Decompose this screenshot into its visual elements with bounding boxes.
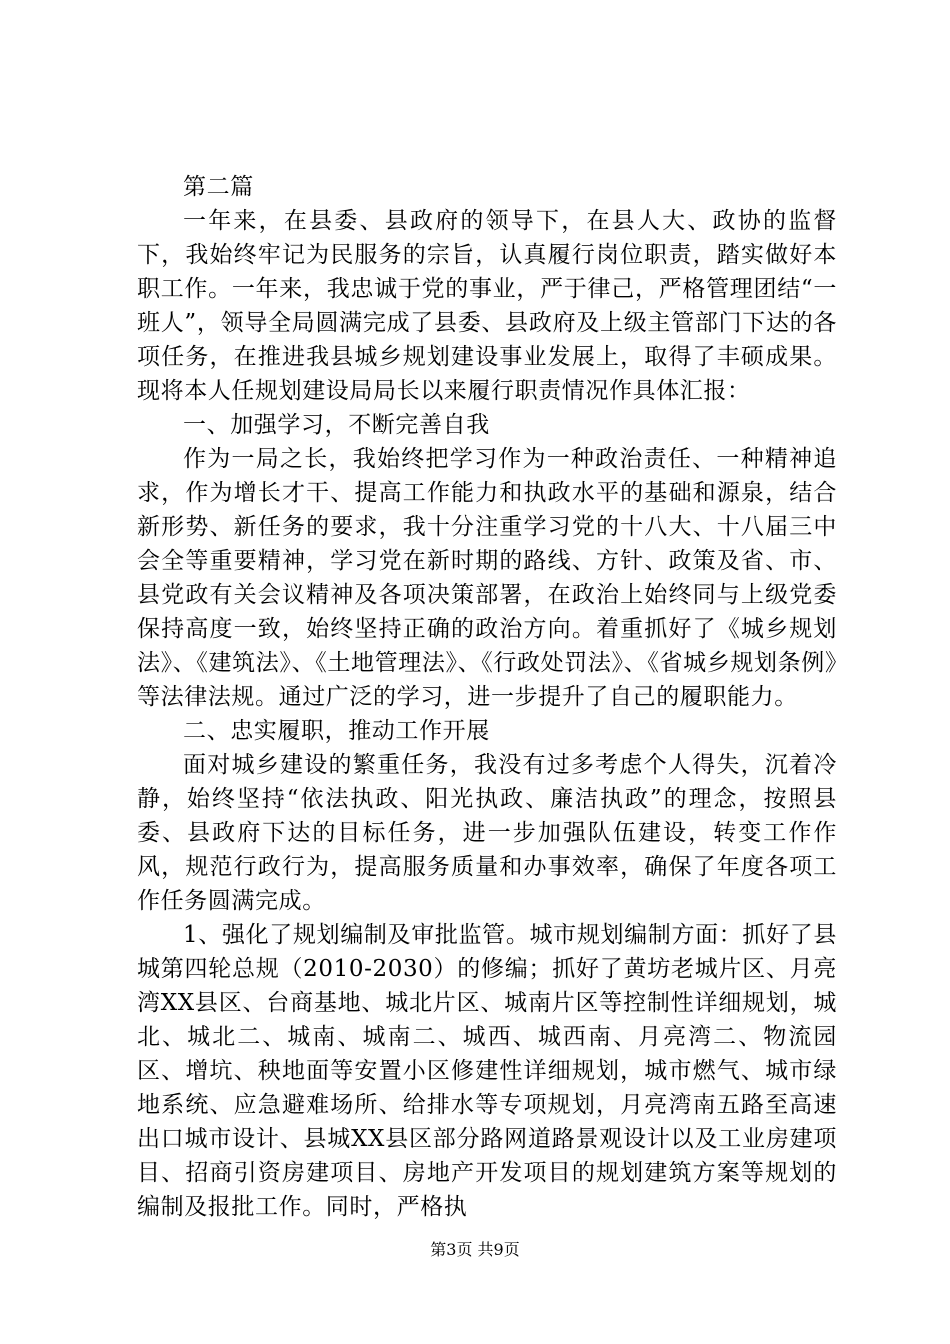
page-footer: 第3页 共9页 (430, 1240, 520, 1259)
paragraph-planning: 1、强化了规划编制及审批监管。城市规划编制方面：抓好了县城第四轮总规（2010-2030）的修编；抓好了黄坊老城片区、月亮湾XX县区、台商基地、城北片区、城南片区等控制性详细规划，城北、城北二、城南、城南二、城西、城西南、月亮湾二、物流园区、增坑、秧地面等安置小区修建性详细规划，城市燃气、城市绿地系统、应急避难场所、给排水等专项规划，月亮湾南五路至高速出口城市设计、县城XX县区部分路网道路景观设计以及工业房建项目、招商引资房建项目、房地产开发项目的规划建筑方案等规划的编制及报批工作。同时，严格执 (137, 922, 837, 1220)
paragraph-duty: 面对城乡建设的繁重任务，我没有过多考虑个人得失，沉着冷静，始终坚持“依法执政、阳光执政、廉洁执政”的理念，按照县委、县政府下达的目标任务，进一步加强队伍建设，转变工作作风，规范行政行为，提高服务质量和办事效率，确保了年度各项工作任务圆满完成。 (137, 752, 837, 914)
paragraph-intro: 一年来，在县委、县政府的领导下，在县人大、政协的监督下，我始终牢记为民服务的宗旨，认真履行岗位职责，踏实做好本职工作。一年来，我忠诚于党的事业，严于律己，严格管理团结“一班人”，领导全局圆满完成了县委、县政府及上级主管部门下达的各项任务，在推进我县城乡规划建设事业发展上，取得了丰硕成果。现将本人任规划建设局局长以来履行职责情况作具体汇报： (137, 208, 837, 404)
document-body (137, 170, 837, 1224)
paragraph-study: 作为一局之长，我始终把学习作为一种政治责任、一种精神追求，作为增长才干、提高工作能力和执政水平的基础和源泉，结合新形势、新任务的要求，我十分注重学习党的十八大、十八届三中会全等重要精神，学习党在新时期的路线、方针、政策及省、市、县党政有关会议精神及各项决策部署，在政治上始终同与上级党委保持高度一致，始终坚持正确的政治方向。着重抓好了《城乡规划法》、《建筑法》、《土地管理法》、《行政处罚法》、《省城乡规划条例》等法律法规。通过广泛的学习，进一步提升了自己的履职能力。 (137, 446, 837, 710)
section-title-duty: 二、忠实履职，推动工作开展 (183, 718, 490, 744)
section-title-study: 一、加强学习，不断完善自我 (183, 412, 490, 438)
section-heading: 第二篇 (183, 174, 254, 200)
